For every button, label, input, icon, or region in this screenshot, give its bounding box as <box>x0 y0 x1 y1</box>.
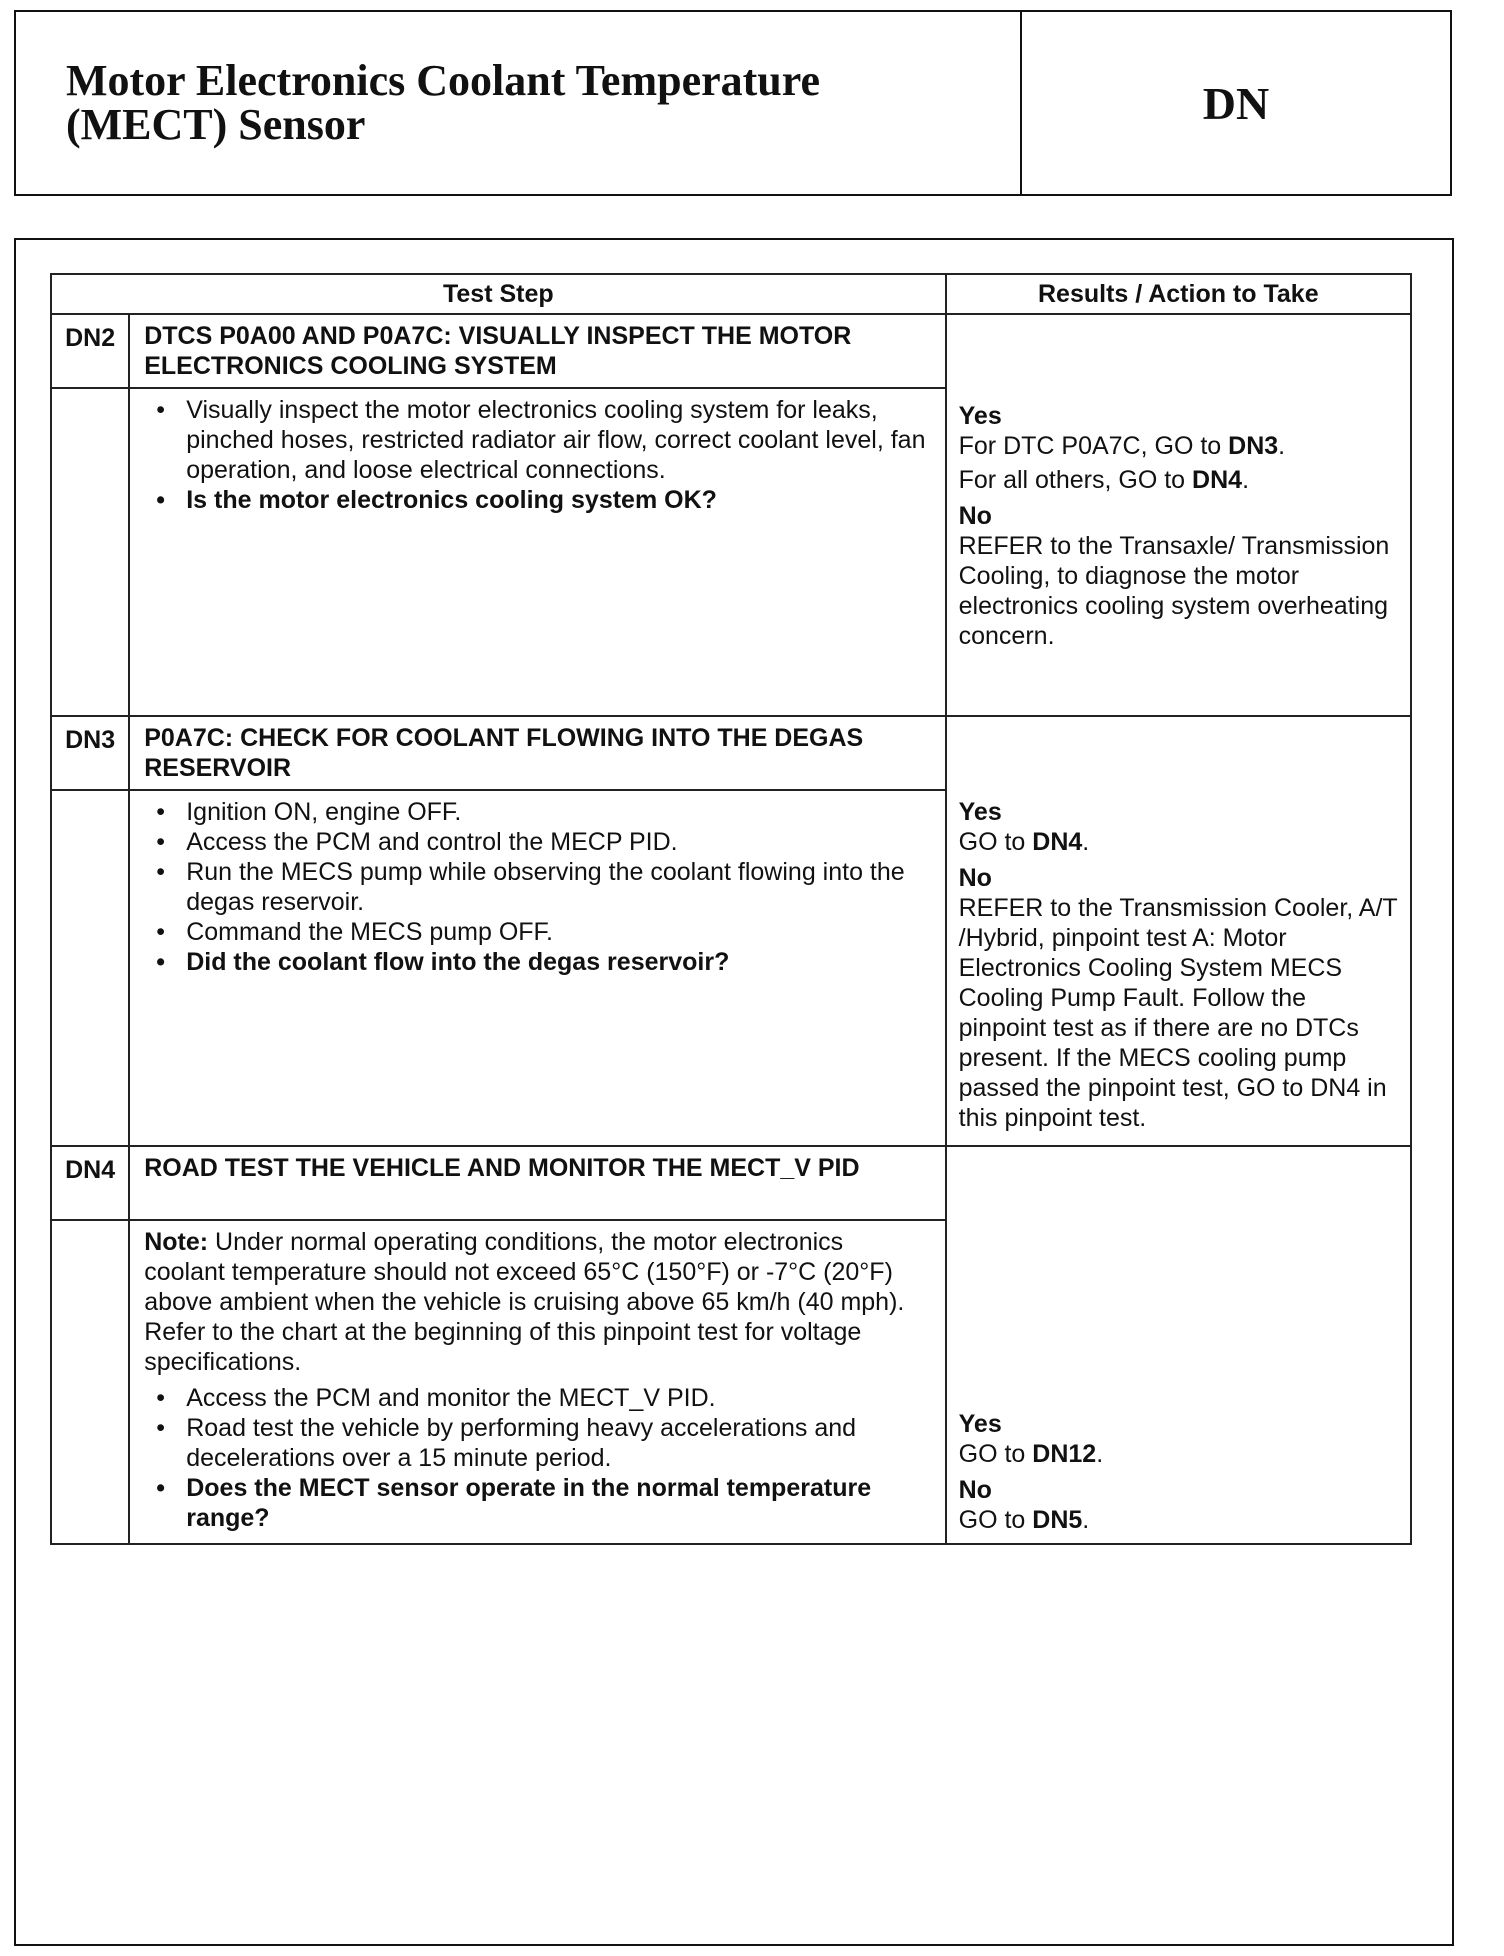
step-title-dn4: ROAD TEST THE VEHICLE AND MONITOR THE MECT_V PID <box>129 1146 945 1220</box>
dn4-note-label: Note: <box>144 1228 209 1256</box>
step-dn4-results <box>946 1146 1411 1544</box>
page-title-line-2: (MECT) Sensor <box>66 100 366 149</box>
step-body-dn2 <box>129 388 945 716</box>
dn3-no-text: REFER to the Transmission Cooler, A/T /Hybrid, pinpoint test A: Motor Electronics Cooling System MECS Cooling Pump Fault. Follow the pinpoint test as if there are no DTCs present. If the MECS cooling pump passed the pinpoint test, GO to DN4 in this pinpoint test. <box>958 894 1398 1132</box>
step-dn4-id-spacer <box>51 1220 129 1544</box>
dn2-yes-label: Yes <box>958 402 1002 430</box>
dn4-ref-dn5: DN5 <box>1032 1506 1083 1534</box>
step-id-dn3: DN3 <box>51 716 129 790</box>
dn4-note-text: Under normal operating conditions, the motor electronics coolant temperature should not exceed 65°C (150°F) or -7°C (20°F) above ambient when the vehicle is cruising above 65 km/h (40 mph). Refer to the chart at the beginning of this pinpoint test for voltage specifications. <box>144 1228 905 1376</box>
dn2-yes-line-2: For all others, GO to DN4. <box>958 466 1250 494</box>
table-header-row <box>51 274 1411 314</box>
step-dn3-id-spacer <box>51 790 129 1146</box>
dn4-no-label: No <box>958 1476 992 1504</box>
page-header <box>14 10 1452 196</box>
dn2-ref-dn4: DN4 <box>1192 466 1243 494</box>
dn3-bullet-2: • Access the PCM and control the MECP PID. <box>144 827 930 857</box>
dn2-no-label: No <box>958 502 992 530</box>
step-dn2-title-row <box>51 314 1411 388</box>
dn2-bullet-1: • Visually inspect the motor electronics cooling system for leaks, pinched hoses, restricted radiator air flow, correct coolant level, fan operation, and loose electrical connections. <box>144 395 930 485</box>
dn4-bullet-1: • Access the PCM and monitor the MECT_V PID. <box>144 1383 930 1413</box>
page-title <box>16 12 1022 194</box>
dn3-yes-label: Yes <box>958 798 1002 826</box>
dn3-ref-dn4: DN4 <box>1032 828 1083 856</box>
dn4-no-line-1: GO to DN5. <box>958 1506 1090 1534</box>
step-title-dn2: DTCS P0A00 AND P0A7C: VISUALLY INSPECT THE MOTOR ELECTRONICS COOLING SYSTEM <box>129 314 945 388</box>
dn2-no-text: REFER to the Transaxle/ Transmission Cooling, to diagnose the motor electronics cooling system overheating concern. <box>958 532 1390 650</box>
step-body-dn4 <box>129 1220 945 1544</box>
dn3-bullet-1: • Ignition ON, engine OFF. <box>144 797 930 827</box>
dn2-question: • Is the motor electronics cooling system OK? <box>144 485 930 515</box>
dn2-yes-line-1: For DTC P0A7C, GO to DN3. <box>958 432 1286 460</box>
page-title-line-1: Motor Electronics Coolant Temperature <box>66 56 821 105</box>
step-id-dn2: DN2 <box>51 314 129 388</box>
step-dn4-title-row <box>51 1146 1411 1220</box>
step-id-dn4: DN4 <box>51 1146 129 1220</box>
dn4-bullet-2: • Road test the vehicle by performing heavy accelerations and decelerations over a 15 minute period. <box>144 1413 930 1473</box>
dn3-no-label: No <box>958 864 992 892</box>
dn4-ref-dn12: DN12 <box>1032 1440 1097 1468</box>
dn3-bullet-4: • Command the MECS pump OFF. <box>144 917 930 947</box>
dn3-question: • Did the coolant flow into the degas reservoir? <box>144 947 930 977</box>
dn4-yes-line-1: GO to DN12. <box>958 1440 1104 1468</box>
pinpoint-test-table <box>50 273 1412 1545</box>
dn2-ref-dn3: DN3 <box>1228 432 1279 460</box>
dn4-question: • Does the MECT sensor operate in the normal temperature range? <box>144 1473 930 1533</box>
dn3-yes-line-1: GO to DN4. <box>958 828 1090 856</box>
column-header-results: Results / Action to Take <box>946 274 1411 314</box>
step-dn3-title-row <box>51 716 1411 790</box>
dn4-yes-label: Yes <box>958 1410 1002 1438</box>
dn4-note <box>144 1227 930 1377</box>
dn3-bullet-3: • Run the MECS pump while observing the coolant flowing into the degas reservoir. <box>144 857 930 917</box>
section-code: DN <box>1202 77 1270 129</box>
step-dn2-id-spacer <box>51 388 129 716</box>
step-dn3-results <box>946 716 1411 1146</box>
column-header-test-step: Test Step <box>51 274 946 314</box>
step-body-dn3 <box>129 790 945 1146</box>
step-title-dn3: P0A7C: CHECK FOR COOLANT FLOWING INTO THE DEGAS RESERVOIR <box>129 716 945 790</box>
step-dn2-results <box>946 314 1411 716</box>
